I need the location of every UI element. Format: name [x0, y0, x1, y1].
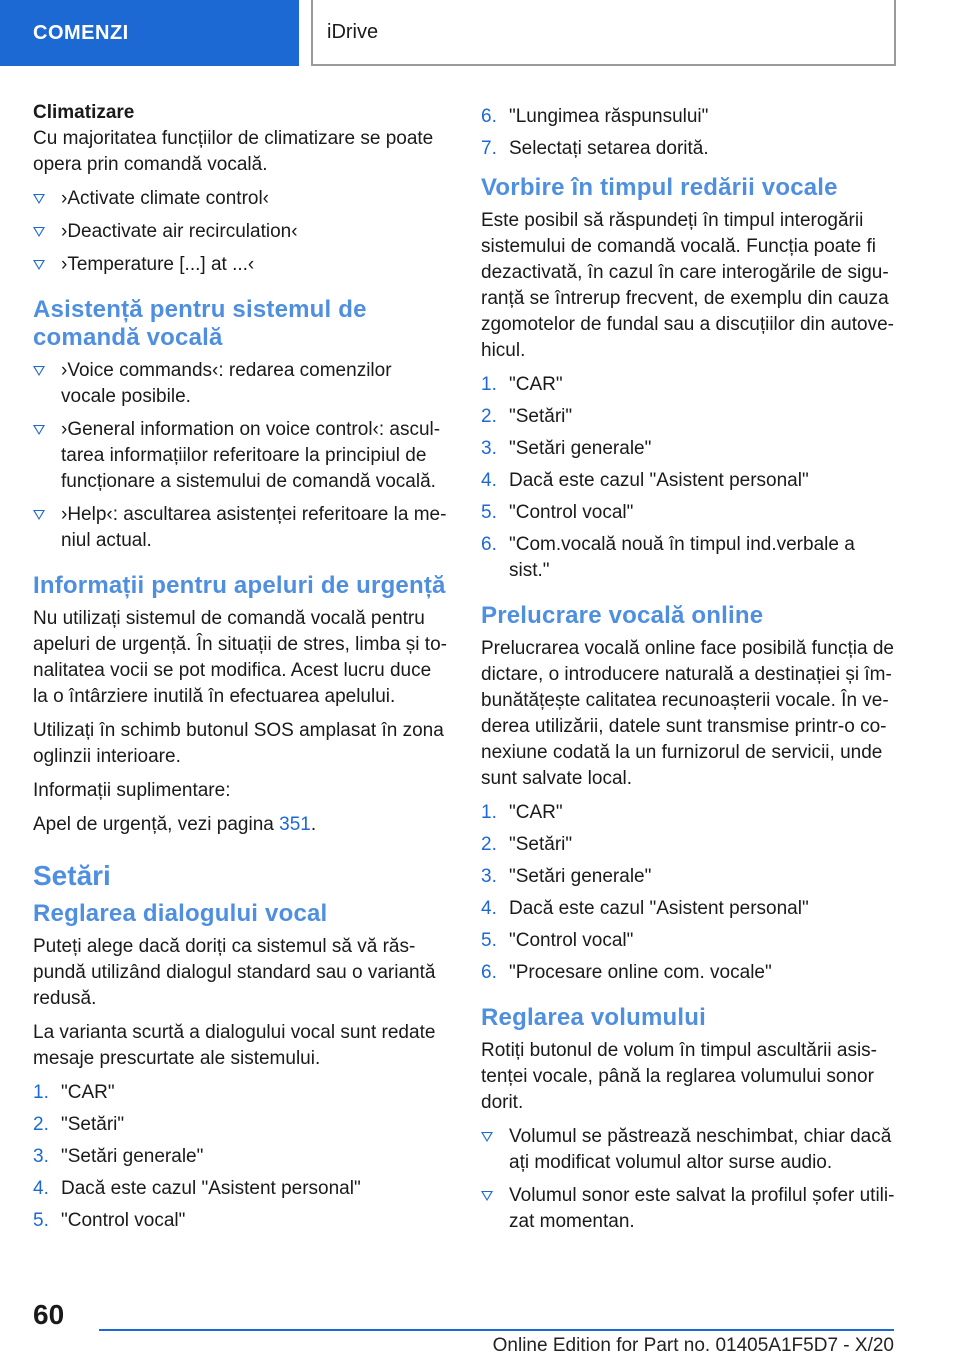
triangle-bullet-icon — [481, 1191, 493, 1201]
list-item: 3. "Setări generale" — [33, 1146, 204, 1167]
list-item: Volumul se păstrează neschimbat, chiar dacă ați modificat volumul altor surse audio. — [481, 1124, 899, 1176]
barge-in-heading: Vorbire în timpul redării vocale — [481, 174, 838, 201]
climate-commands — [33, 186, 451, 278]
edition-text: Online Edition for Part no. 01405A1F5D7 - X/20 — [492, 1335, 894, 1356]
section-title: COMENZI — [33, 21, 129, 44]
volume-text: Rotiți butonul de volum în timpul ascultării asis-tenței vocale, până la reglarea volumului sonor dorit. — [481, 1040, 878, 1113]
section-tab — [0, 0, 299, 66]
list-item: 2. "Setări" — [481, 406, 573, 427]
page-number: 60 — [33, 1299, 65, 1330]
triangle-bullet-icon — [33, 260, 45, 270]
emergency-heading: Informații pentru apeluri de urgență — [33, 572, 446, 599]
list-item: 6. "Com.vocală nouă în timpul ind.verbale a sist." — [481, 534, 855, 581]
list-item: 3. "Setări generale" — [481, 438, 652, 459]
list-item: ›Voice commands‹: redarea comenzilor vocale posibile. — [33, 358, 451, 410]
list-item: 1. "CAR" — [33, 1082, 115, 1103]
list-item: 4. Dacă este cazul "Asistent personal" — [481, 898, 809, 919]
online-heading: Prelucrare vocală online — [481, 602, 764, 629]
emergency-text: Nu utilizați sistemul de comandă vocală pentru apeluri de urgență. În situații de stres, limba și to-nalitatea vocii se pot modifica. Acest lucru duce la o întârziere inutilă în efectuarea apelului. — [33, 608, 447, 707]
dialog-short-text: La varianta scurtă a dialogului vocal sunt redate mesaje prescurtate ale sistemului. — [33, 1022, 436, 1069]
triangle-bullet-icon — [33, 194, 45, 204]
triangle-bullet-icon — [33, 425, 45, 435]
list-item: 1. "CAR" — [481, 802, 563, 823]
right-column — [481, 100, 899, 1243]
list-item: 3. "Setări generale" — [481, 866, 652, 887]
list-item: ›Activate climate control‹ — [33, 186, 451, 212]
list-item: 6. "Procesare online com. vocale" — [481, 962, 772, 983]
sos-text: Utilizați în schimb butonul SOS amplasat în zona oglinzii interioare. — [33, 720, 444, 767]
assist-heading: Asistență pentru sistemul de comandă vocală — [33, 296, 367, 351]
list-item: 5. "Control vocal" — [33, 1210, 186, 1231]
list-item: ›Temperature [...] at ...‹ — [33, 252, 451, 278]
assist-commands — [33, 358, 451, 554]
dialog-steps — [33, 1080, 451, 1234]
list-item: 6. "Lungimea răspunsului" — [481, 106, 709, 127]
list-item: 2. "Setări" — [481, 834, 573, 855]
list-item: 1. "CAR" — [481, 374, 563, 395]
list-item: ›Help‹: ascultarea asistenței referitoare la me-niul actual. — [33, 502, 451, 554]
list-item: 5. "Control vocal" — [481, 502, 634, 523]
climate-title: Climatizare — [33, 102, 135, 123]
list-item: 4. Dacă este cazul "Asistent personal" — [481, 470, 809, 491]
footer-divider — [99, 1329, 894, 1331]
left-column — [33, 100, 451, 1242]
triangle-bullet-icon — [33, 510, 45, 520]
triangle-bullet-icon — [33, 227, 45, 237]
dialog-heading: Reglarea dialogului vocal — [33, 900, 328, 927]
dialog-text: Puteți alege dacă doriți ca sistemul să vă răs-pundă utilizând dialogul standard sau o variantă redusă. — [33, 936, 436, 1009]
list-item: ›General information on voice control‹: ascul-tarea informațiilor referitoare la principiul de funcționare a sistemului de comandă vocală. — [33, 417, 451, 495]
barge-in-steps — [481, 372, 899, 584]
list-item: 5. "Control vocal" — [481, 930, 634, 951]
dialog-steps-continued — [481, 104, 899, 162]
online-steps — [481, 800, 899, 986]
online-text: Prelucrarea vocală online face posibilă funcția de dictare, o introducere naturală a destinației și îm-bunătățește calitatea recunoașterii vocale. În ve-derea utilizării, datele sunt transmise printr-o co-nexiune codată la un furnizorul de servicii, unde sunt salvate local. — [481, 638, 894, 789]
list-item: Volumul sonor este salvat la profilul șofer utili-zat momentan. — [481, 1183, 899, 1235]
list-item: 4. Dacă este cazul "Asistent personal" — [33, 1178, 361, 1199]
settings-heading: Setări — [33, 860, 111, 891]
volume-heading: Reglarea volumului — [481, 1004, 706, 1031]
volume-notes — [481, 1124, 899, 1235]
page-link[interactable]: 351 — [279, 814, 311, 835]
barge-in-text: Este posibil să răspundeți în timpul interogării sistemului de comandă vocală. Funcția poate fi dezactivată, în cazul în care interogările de sigu-ranță se întrerup frecvent, de exemplu din cauza zgomotelor de fundal sau a discuțiilor din autove-hicul. — [481, 210, 894, 361]
list-item: 2. "Setări" — [33, 1114, 125, 1135]
chapter-header — [311, 0, 896, 66]
triangle-bullet-icon — [33, 366, 45, 376]
list-item: 7. Selectați setarea dorită. — [481, 138, 709, 159]
list-item: ›Deactivate air recirculation‹ — [33, 219, 451, 245]
chapter-title: iDrive — [327, 20, 379, 43]
climate-text: Cu majoritatea funcțiilor de climatizare se poate opera prin comandă vocală. — [33, 128, 434, 175]
emergency-reference: Apel de urgență, vezi pagina 351. — [33, 814, 317, 835]
more-info-label: Informații suplimentare: — [33, 780, 231, 801]
triangle-bullet-icon — [481, 1132, 493, 1142]
